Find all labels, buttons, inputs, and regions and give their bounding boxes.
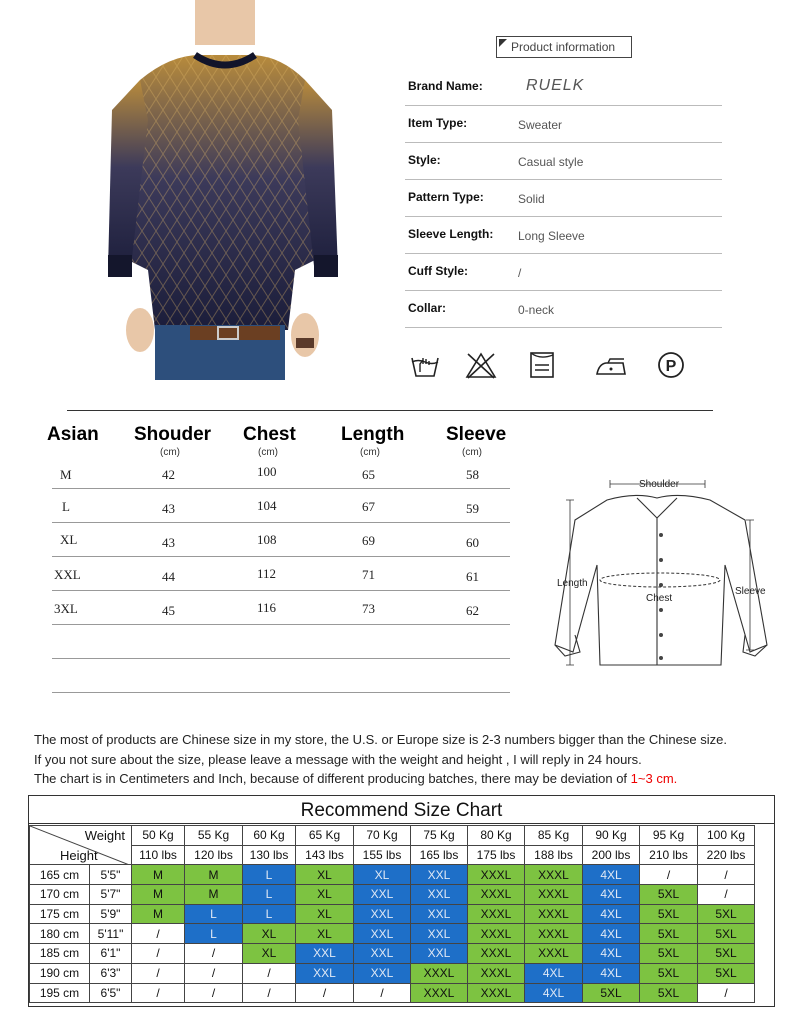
recommend-chart-title: Recommend Size Chart bbox=[29, 796, 774, 824]
recommend-size-cell: XXXL bbox=[468, 924, 525, 944]
recommend-size-cell: XXXL bbox=[411, 963, 468, 983]
recommend-size-cell: M bbox=[185, 885, 243, 905]
weight-lbs-cell: 210 lbs bbox=[640, 845, 698, 865]
size-row bbox=[52, 591, 510, 625]
weight-height-corner bbox=[30, 826, 132, 865]
recommend-size-cell: / bbox=[132, 963, 185, 983]
size-unit: (cm) bbox=[258, 447, 278, 458]
recommend-size-cell: M bbox=[132, 885, 185, 905]
info-row-brand bbox=[405, 69, 722, 106]
recommend-size-cell: XXL bbox=[411, 885, 468, 905]
info-label: Collar: bbox=[408, 301, 447, 315]
info-value: Long Sleeve bbox=[518, 229, 585, 243]
size-unit: (cm) bbox=[360, 447, 380, 458]
recommend-size-cell: / bbox=[354, 983, 411, 1003]
recommend-size-cell: XXXL bbox=[525, 865, 583, 885]
height-cm-cell: 175 cm bbox=[30, 904, 90, 924]
recommend-row bbox=[30, 963, 755, 983]
weight-kg-cell: 95 Kg bbox=[640, 826, 698, 846]
recommend-size-cell: XL bbox=[296, 865, 354, 885]
size-header: Sleeve bbox=[446, 424, 507, 445]
recommend-row bbox=[30, 885, 755, 905]
recommend-size-cell: XL bbox=[296, 885, 354, 905]
recommend-size-cell: 4XL bbox=[525, 983, 583, 1003]
weight-lbs-cell: 165 lbs bbox=[411, 845, 468, 865]
height-ft-cell: 5'5" bbox=[90, 865, 132, 885]
recommend-size-cell: XXXL bbox=[468, 885, 525, 905]
recommend-size-cell: XXXL bbox=[525, 904, 583, 924]
recommend-size-cell: XXXL bbox=[468, 963, 525, 983]
info-row-sleeve bbox=[405, 217, 722, 254]
recommend-size-cell: XXXL bbox=[525, 924, 583, 944]
recommend-size-cell: / bbox=[185, 983, 243, 1003]
product-info-title-text: Product information bbox=[511, 40, 616, 54]
weight-kg-cell: 60 Kg bbox=[243, 826, 296, 846]
recommend-size-cell: 5XL bbox=[640, 963, 698, 983]
height-cm-cell: 180 cm bbox=[30, 924, 90, 944]
info-row-style bbox=[405, 143, 722, 180]
recommend-size-cell: 5XL bbox=[640, 885, 698, 905]
info-value: Casual style bbox=[518, 155, 584, 169]
weight-lbs-cell: 130 lbs bbox=[243, 845, 296, 865]
weight-lbs-cell: 155 lbs bbox=[354, 845, 411, 865]
recommend-size-cell: 4XL bbox=[525, 963, 583, 983]
height-ft-cell: 6'1" bbox=[90, 944, 132, 964]
recommend-size-cell: M bbox=[132, 865, 185, 885]
weight-lbs-cell: 110 lbs bbox=[132, 845, 185, 865]
recommend-size-cell: 4XL bbox=[583, 885, 640, 905]
weight-lbs-cell: 220 lbs bbox=[698, 845, 755, 865]
recommend-size-cell: / bbox=[640, 865, 698, 885]
weight-kg-cell: 70 Kg bbox=[354, 826, 411, 846]
info-label: Style: bbox=[408, 153, 441, 167]
recommend-row bbox=[30, 983, 755, 1003]
recommend-row bbox=[30, 904, 755, 924]
size-unit: (cm) bbox=[160, 447, 180, 458]
size-cell: M bbox=[60, 467, 72, 482]
recommend-size-cell: / bbox=[132, 983, 185, 1003]
info-row-collar bbox=[405, 291, 722, 328]
recommend-size-cell: XXL bbox=[354, 963, 411, 983]
info-label: Item Type: bbox=[408, 116, 468, 130]
size-cell: 69 bbox=[362, 533, 375, 548]
iron-icon bbox=[594, 350, 628, 380]
recommend-size-cell: XXL bbox=[296, 944, 354, 964]
recommend-size-cell: XXXL bbox=[468, 904, 525, 924]
size-header: Asian bbox=[47, 424, 99, 445]
weight-kg-cell: 50 Kg bbox=[132, 826, 185, 846]
recommend-size-cell: L bbox=[185, 904, 243, 924]
size-cell: 42 bbox=[162, 467, 175, 482]
height-cm-cell: 190 cm bbox=[30, 963, 90, 983]
recommend-size-cell: / bbox=[132, 944, 185, 964]
height-cm-cell: 165 cm bbox=[30, 865, 90, 885]
info-label: Pattern Type: bbox=[408, 190, 484, 204]
tumble-dry-icon bbox=[526, 350, 560, 380]
info-value: Sweater bbox=[518, 118, 563, 132]
size-cell: L bbox=[62, 499, 70, 514]
weight-kg-cell: 65 Kg bbox=[296, 826, 354, 846]
size-cell: 65 bbox=[362, 467, 375, 482]
dry-clean-p-icon bbox=[654, 350, 688, 380]
size-cell: 43 bbox=[162, 501, 175, 516]
size-row bbox=[52, 523, 510, 557]
recommend-size-cell: XXXL bbox=[525, 944, 583, 964]
recommend-size-cell: M bbox=[185, 865, 243, 885]
size-header: Chest bbox=[243, 424, 296, 445]
size-cell: 73 bbox=[362, 601, 375, 616]
size-row-empty bbox=[52, 625, 510, 659]
size-row bbox=[52, 489, 510, 523]
weight-kg-cell: 80 Kg bbox=[468, 826, 525, 846]
recommend-size-cell: 4XL bbox=[583, 924, 640, 944]
note-line-3 bbox=[34, 771, 677, 786]
height-ft-cell: 5'7" bbox=[90, 885, 132, 905]
size-cell: 59 bbox=[466, 501, 479, 516]
height-ft-cell: 6'3" bbox=[90, 963, 132, 983]
size-cell: 112 bbox=[257, 566, 277, 581]
recommend-size-cell: XL bbox=[354, 865, 411, 885]
info-value: Solid bbox=[518, 192, 545, 206]
recommend-size-cell: XXL bbox=[354, 885, 411, 905]
recommend-size-cell: 5XL bbox=[640, 944, 698, 964]
size-cell: XXL bbox=[54, 567, 81, 582]
recommend-size-cell: XXL bbox=[354, 904, 411, 924]
recommend-size-cell: XXXL bbox=[411, 983, 468, 1003]
height-ft-cell: 5'9" bbox=[90, 904, 132, 924]
height-label: Height bbox=[60, 848, 98, 864]
weight-label: Weight bbox=[84, 828, 125, 843]
size-cell: 67 bbox=[362, 499, 375, 514]
height-ft-cell: 5'11" bbox=[90, 924, 132, 944]
recommend-size-cell: / bbox=[185, 944, 243, 964]
hand-wash-icon bbox=[408, 350, 442, 380]
recommend-size-cell: 5XL bbox=[640, 924, 698, 944]
recommend-size-cell: XXL bbox=[296, 963, 354, 983]
size-header: Length bbox=[341, 424, 405, 445]
recommend-size-cell: XXL bbox=[411, 944, 468, 964]
size-cell: 100 bbox=[257, 464, 277, 479]
product-info-title bbox=[496, 36, 632, 58]
info-label: Cuff Style: bbox=[408, 264, 468, 278]
weight-kg-cell: 90 Kg bbox=[583, 826, 640, 846]
info-row-pattern bbox=[405, 180, 722, 217]
diagram-sleeve-label: Sleeve bbox=[735, 586, 766, 597]
recommend-size-cell: / bbox=[185, 963, 243, 983]
diagram-chest-label: Chest bbox=[646, 593, 673, 604]
recommend-size-cell: / bbox=[132, 924, 185, 944]
recommend-size-cell: 5XL bbox=[698, 924, 755, 944]
recommend-grid bbox=[29, 825, 755, 1003]
no-bleach-icon bbox=[464, 350, 498, 380]
size-cell: 104 bbox=[257, 498, 277, 513]
size-cell: 44 bbox=[162, 569, 175, 584]
size-cell: 62 bbox=[466, 603, 479, 618]
height-cm-cell: 185 cm bbox=[30, 944, 90, 964]
recommend-size-cell: / bbox=[296, 983, 354, 1003]
size-row-empty bbox=[52, 659, 510, 693]
weight-lbs-cell: 200 lbs bbox=[583, 845, 640, 865]
recommend-size-chart bbox=[28, 795, 775, 1007]
recommend-size-cell: 5XL bbox=[640, 904, 698, 924]
size-cell: 108 bbox=[257, 532, 277, 547]
size-cell: 45 bbox=[162, 603, 175, 618]
recommend-size-cell: XXL bbox=[411, 904, 468, 924]
recommend-size-cell: XXL bbox=[411, 865, 468, 885]
info-row-cuff bbox=[405, 254, 722, 291]
size-cell: 71 bbox=[362, 567, 375, 582]
size-cell: 116 bbox=[257, 600, 277, 615]
recommend-size-cell: L bbox=[243, 904, 296, 924]
recommend-size-cell: L bbox=[243, 885, 296, 905]
recommend-size-cell: XL bbox=[243, 944, 296, 964]
note-deviation: 1~3 cm. bbox=[630, 771, 678, 786]
height-ft-cell: 6'5" bbox=[90, 983, 132, 1003]
recommend-size-cell: XXXL bbox=[468, 983, 525, 1003]
height-cm-cell: 170 cm bbox=[30, 885, 90, 905]
info-row-item-type bbox=[405, 106, 722, 143]
info-value: 0-neck bbox=[518, 303, 555, 317]
recommend-size-cell: 5XL bbox=[640, 983, 698, 1003]
svg-text:P: P bbox=[665, 358, 677, 375]
info-value: / bbox=[518, 266, 522, 280]
recommend-size-cell: / bbox=[243, 963, 296, 983]
diagram-shoulder-label: Shoulder bbox=[639, 479, 680, 490]
recommend-size-cell: XXL bbox=[411, 924, 468, 944]
recommend-size-cell: XL bbox=[296, 924, 354, 944]
recommend-size-cell: / bbox=[243, 983, 296, 1003]
recommend-size-cell: 5XL bbox=[583, 983, 640, 1003]
weight-lbs-cell: 143 lbs bbox=[296, 845, 354, 865]
diagram-length-label: Length bbox=[557, 578, 588, 589]
recommend-size-cell: XXL bbox=[354, 944, 411, 964]
note-line-1: The most of products are Chinese size in my store, the U.S. or Europe size is 2-3 numbers bigger than the Chinese size. bbox=[34, 732, 727, 747]
recommend-size-cell: XXXL bbox=[468, 865, 525, 885]
size-unit: (cm) bbox=[462, 447, 482, 458]
recommend-size-cell: 5XL bbox=[698, 904, 755, 924]
size-cell: 61 bbox=[466, 569, 479, 584]
size-row bbox=[52, 455, 510, 489]
size-row bbox=[52, 557, 510, 591]
recommend-size-cell: 4XL bbox=[583, 944, 640, 964]
recommend-size-cell: 5XL bbox=[698, 944, 755, 964]
weight-kg-cell: 75 Kg bbox=[411, 826, 468, 846]
recommend-size-cell: M bbox=[132, 904, 185, 924]
size-cell: 58 bbox=[466, 467, 479, 482]
size-cell: 60 bbox=[466, 535, 479, 550]
size-cell: XL bbox=[60, 532, 78, 547]
recommend-size-cell: XL bbox=[243, 924, 296, 944]
recommend-size-cell: 4XL bbox=[583, 865, 640, 885]
recommend-size-cell: L bbox=[243, 865, 296, 885]
measurement-diagram bbox=[545, 470, 775, 675]
recommend-row bbox=[30, 924, 755, 944]
note-line-2: If you not sure about the size, please leave a message with the weight and height , I will reply in 24 hours. bbox=[34, 752, 642, 767]
recommend-size-cell: 4XL bbox=[583, 963, 640, 983]
recommend-size-cell: 4XL bbox=[583, 904, 640, 924]
recommend-size-cell: XXXL bbox=[468, 944, 525, 964]
weight-kg-cell: 85 Kg bbox=[525, 826, 583, 846]
size-header: Shouder bbox=[134, 424, 212, 445]
weight-lbs-cell: 175 lbs bbox=[468, 845, 525, 865]
size-cell: 3XL bbox=[54, 601, 78, 616]
size-cell: 43 bbox=[162, 535, 175, 550]
height-cm-cell: 195 cm bbox=[30, 983, 90, 1003]
recommend-size-cell: XXL bbox=[354, 924, 411, 944]
recommend-size-cell: 5XL bbox=[698, 963, 755, 983]
recommend-row bbox=[30, 865, 755, 885]
weight-kg-cell: 55 Kg bbox=[185, 826, 243, 846]
info-label: Sleeve Length: bbox=[408, 227, 494, 241]
note-line-3-text: The chart is in Centimeters and Inch, because of different producing batches, there may be deviation of bbox=[34, 771, 631, 786]
recommend-size-cell: / bbox=[698, 983, 755, 1003]
info-value: RUELK bbox=[526, 77, 585, 94]
product-photo bbox=[100, 0, 345, 380]
recommend-size-cell: / bbox=[698, 865, 755, 885]
weight-kg-cell: 100 Kg bbox=[698, 826, 755, 846]
info-label: Brand Name: bbox=[408, 79, 483, 93]
recommend-size-cell: / bbox=[698, 885, 755, 905]
divider bbox=[67, 410, 713, 411]
recommend-size-cell: XL bbox=[296, 904, 354, 924]
recommend-row bbox=[30, 944, 755, 964]
recommend-size-cell: L bbox=[185, 924, 243, 944]
weight-lbs-cell: 120 lbs bbox=[185, 845, 243, 865]
recommend-size-cell: XXXL bbox=[525, 885, 583, 905]
weight-lbs-cell: 188 lbs bbox=[525, 845, 583, 865]
